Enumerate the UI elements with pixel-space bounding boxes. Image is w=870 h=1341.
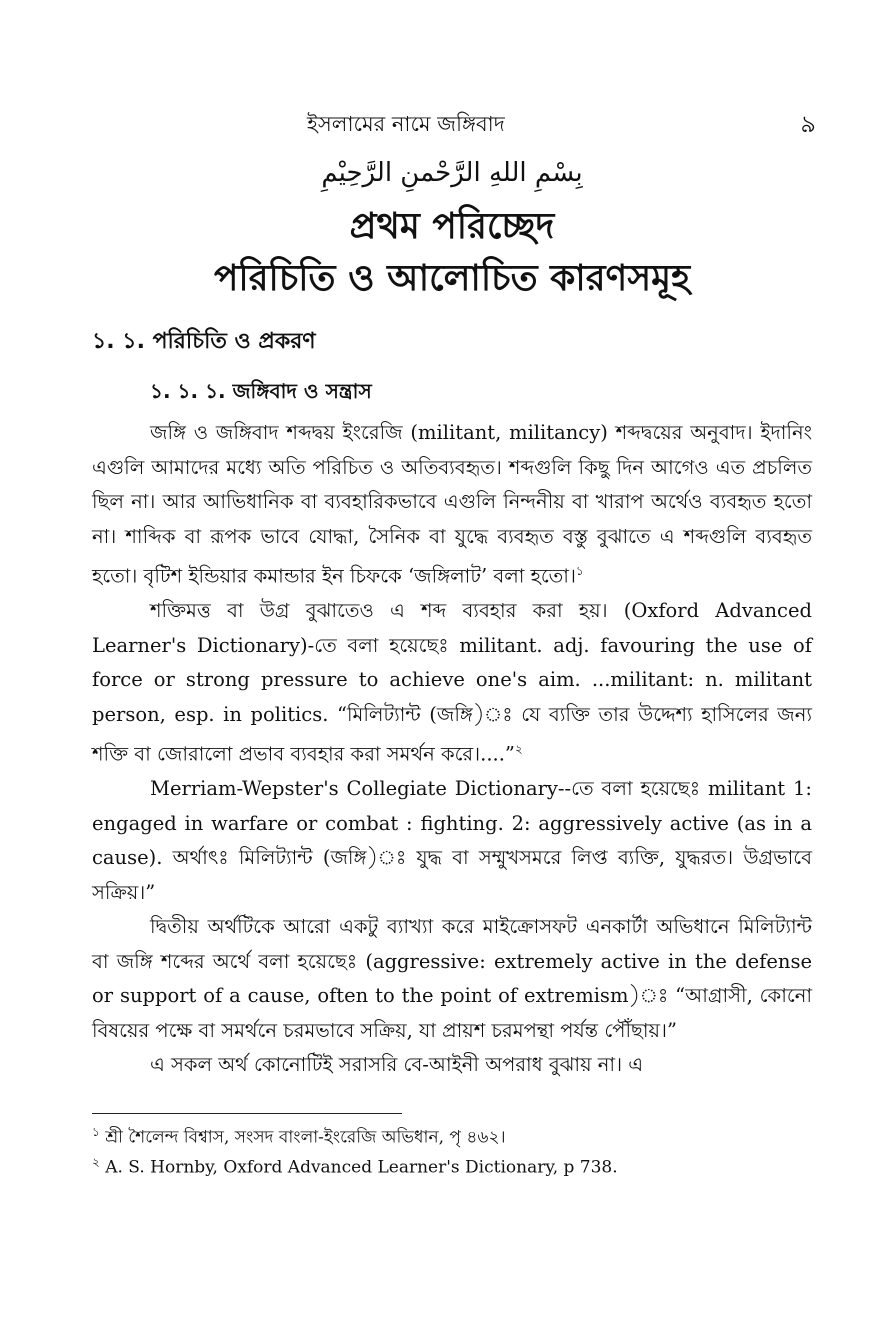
- paragraph-2: [92, 594, 812, 772]
- body-text: [92, 416, 812, 1083]
- running-title: ইসলামের নামে জঙ্গিবাদ: [307, 112, 505, 136]
- chapter-title: প্রথম পরিচ্ছেদ: [349, 206, 555, 247]
- footnote-2-text: A. S. Hornby, Oxford Advanced Learner's Dictionary, p 738.: [105, 1157, 618, 1178]
- paragraph-5: এ সকল অর্থ কোনোটিই সরাসরি বে-আইনী অপরাধ বুঝায় না। এ: [150, 1053, 644, 1076]
- book-page: [92, 100, 816, 1181]
- bismillah-calligraphy: بِسْمِ اللهِ الرَّحْمنِ الرَّحِيْمِ: [321, 158, 583, 188]
- footnote-1-mark: ১: [92, 1124, 100, 1139]
- footnote-2-mark: ২: [92, 1155, 100, 1170]
- footnote-mark-2: ২: [514, 742, 523, 756]
- paragraph-1-text: জঙ্গি ও জঙ্গিবাদ শব্দদ্বয় ইংরেজি (militant, militancy) শব্দদ্বয়ের অনুবাদ। ইদানিং এগুলি আমাদের মধ্যে অতি পরিচিত ও অতিব্যবহৃত। শব্দগুলি কিছু দিন আগেও এত প্রচলিত ছিল না। আর আভিধানিক বা ব্যবহারিকভাবে এগুলি নিন্দনীয় বা খারাপ অর্থেও ব্যবহৃত হতো না। শাব্দিক বা রূপক ভাবে যোদ্ধা, সৈনিক বা যুদ্ধে ব্যবহৃত বস্তু বুঝাতে এ শব্দগুলি ব্যবহৃত হতো। বৃটিশ ইন্ডিয়ার কমান্ডার ইন চিফকে ‘জঙ্গিলাট’ বলা হতো।: [92, 421, 812, 588]
- page-header: [92, 100, 816, 142]
- footnote-1-text: শ্রী শৈলেন্দ বিশ্বাস, সংসদ বাংলা-ইংরেজি অভিধান, পৃ ৪৬২।: [105, 1127, 506, 1148]
- paragraph-1: [92, 416, 812, 594]
- paragraph-2-text: শক্তিমত্ত বা উগ্র বুঝাতেও এ শব্দ ব্যবহার করা হয়। (Oxford Advanced Learner's Dictionary)-তে বলা হয়েছেঃ militant. adj. favouring the use of force or strong pressure to achieve one's aim. ...militant: n. militant person, esp. in politics. “মিলিট্যান্ট (জঙ্গি)ঃ যে ব্যক্তি তার উদ্দেশ্য হাসিলের জন্য শক্তি বা জোরালো প্রভাব ব্যবহার করা সমর্থন করে।....”: [92, 599, 812, 766]
- section-heading: ১. ১. পরিচিতি ও প্রকরণ: [92, 329, 316, 354]
- paragraph-3: Merriam-Wepster's Collegiate Dictionary--তে বলা হয়েছেঃ militant 1: engaged in warfare or combat : fighting. 2: aggressively active (as in a cause). অর্থাৎঃ মিলিট্যান্ট (জঙ্গি)ঃ যুদ্ধ বা সম্মুখসমরে লিপ্ত ব্যক্তি, যুদ্ধরত। উগ্রভাবে সক্রিয়।”: [92, 777, 812, 904]
- footnote-1: [92, 1120, 812, 1151]
- footnote-2: [92, 1150, 812, 1181]
- chapter-subtitle: পরিচিতি ও আলোচিত কারণসমূহ: [213, 258, 690, 299]
- subsection-heading: ১. ১. ১. জঙ্গিবাদ ও সন্ত্রাস: [150, 379, 372, 403]
- footnote-mark-1: ১: [575, 564, 584, 578]
- page-number: ৯: [800, 110, 816, 138]
- paragraph-4: দ্বিতীয় অর্থটিকে আরো একটু ব্যাখ্যা করে মাইক্রোসফট এনকার্টা অভিধানে মিলিট্যান্ট বা জঙ্গি শব্দের অর্থে বলা হয়েছেঃ (aggressive: extremely active in the defense or support of a cause, often to the point of extremism)ঃ “আগ্রাসী, কোনো বিষয়ের পক্ষে বা সমর্থনে চরমভাবে সক্রিয়, যা প্রায়শ চরমপন্থা পর্যন্ত পৌঁছায়।”: [92, 915, 812, 1042]
- footnote-divider: [92, 1113, 402, 1114]
- footnotes: [92, 1120, 812, 1181]
